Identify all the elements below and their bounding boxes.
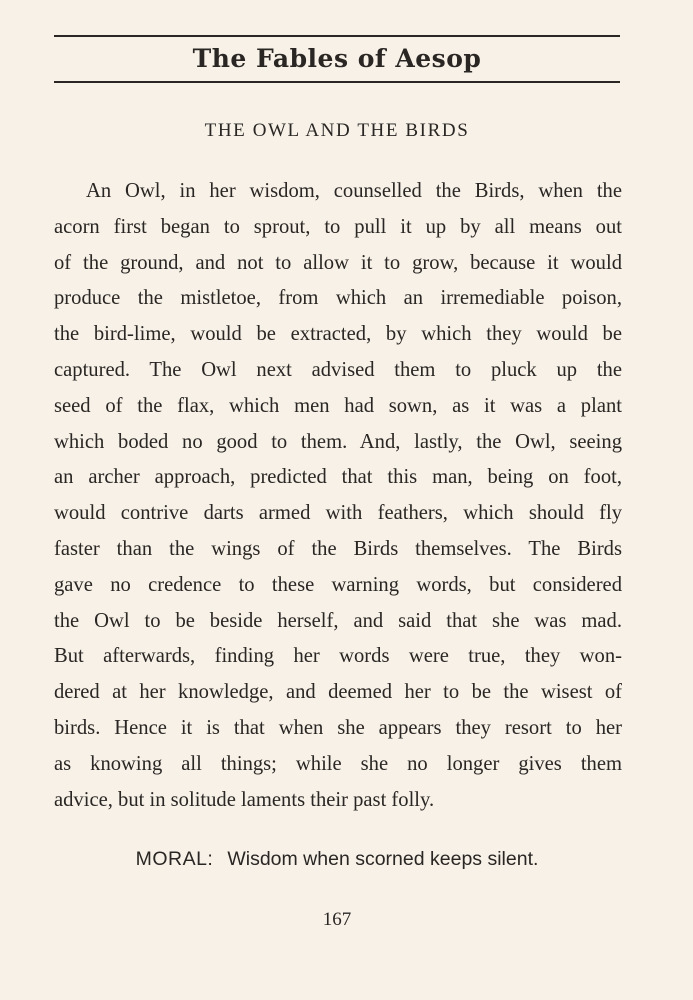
- page-number: 167: [322, 909, 352, 930]
- body-line: acorn first began to sprout, to pull it up by all means out: [54, 215, 622, 238]
- body-line: seed of the flax, which men had sown, as it was a plant: [54, 394, 622, 417]
- body-line: of the ground, and not to allow it to grow, because it would: [54, 251, 622, 274]
- fable-title: THE OWL AND THE BIRDS: [204, 120, 470, 141]
- body-line: advice, but in solitude laments their past folly.: [54, 788, 435, 811]
- body-line: gave no credence to these warning words, but considered: [54, 573, 622, 596]
- body-line: dered at her knowledge, and deemed her to be the wisest of: [54, 681, 622, 704]
- body-line: which boded no good to them. And, lastly, the Owl, seeing: [54, 430, 622, 453]
- body-line: An Owl, in her wisdom, counselled the Birds, when the: [86, 180, 622, 202]
- fable-body: [54, 174, 622, 818]
- body-line: faster than the wings of the Birds themselves. The Birds: [54, 537, 622, 560]
- moral-label: MORAL:: [135, 848, 214, 870]
- moral: [54, 845, 620, 873]
- body-line: But afterwards, finding her words were true, they won-: [54, 645, 622, 668]
- body-line: produce the mistletoe, from which an irremediable poison,: [54, 287, 622, 310]
- header-rule-top: [54, 35, 620, 37]
- moral-text: Wisdom when scorned keeps silent.: [227, 848, 539, 870]
- header-rule-bottom: [54, 81, 620, 83]
- body-line: an archer approach, predicted that this man, being on foot,: [54, 466, 622, 489]
- body-line: the Owl to be beside herself, and said that she was mad.: [54, 609, 622, 632]
- body-line: the bird-lime, would be extracted, by which they would be: [54, 323, 622, 346]
- body-line: captured. The Owl next advised them to pluck up the: [54, 358, 622, 381]
- body-line: birds. Hence it is that when she appears they resort to her: [54, 716, 622, 739]
- running-head: The Fables of Aesop: [192, 44, 482, 73]
- body-line: as knowing all things; while she no longer gives them: [54, 752, 622, 775]
- body-line: would contrive darts armed with feathers, which should fly: [54, 502, 622, 525]
